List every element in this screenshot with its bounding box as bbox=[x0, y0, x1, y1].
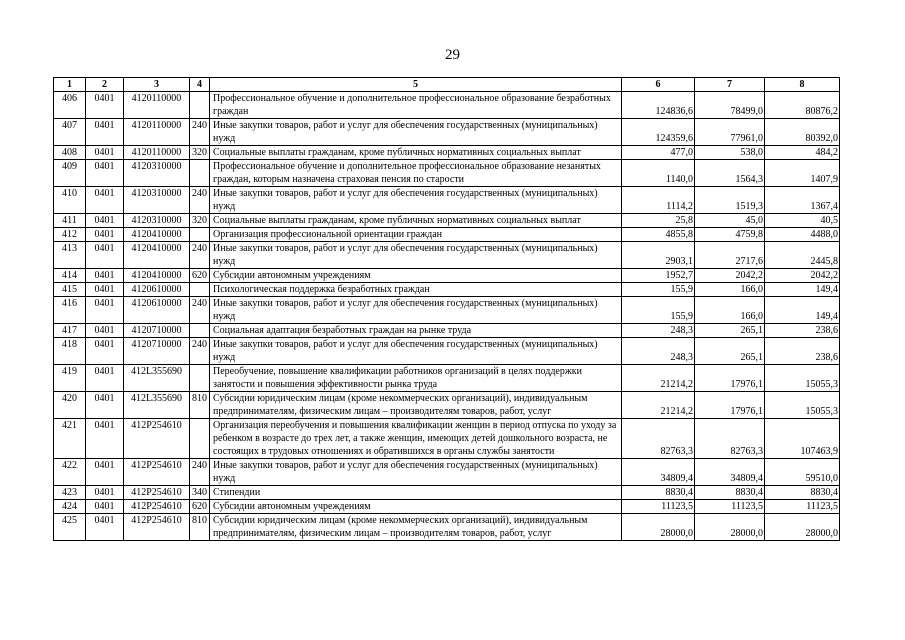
expense-type-code-cell: 240 bbox=[190, 187, 210, 214]
amount-col7-cell: 265,1 bbox=[695, 324, 765, 338]
target-article-code-cell: 4120410000 bbox=[124, 269, 190, 283]
row-number-cell: 419 bbox=[54, 365, 86, 392]
target-article-code-cell: 4120710000 bbox=[124, 324, 190, 338]
row-number-cell: 415 bbox=[54, 283, 86, 297]
page-number: 29 bbox=[445, 47, 460, 63]
amount-col6-cell: 124836,6 bbox=[622, 92, 695, 119]
section-code-cell: 0401 bbox=[86, 392, 124, 419]
target-article-code-cell: 4120610000 bbox=[124, 297, 190, 324]
amount-col7-cell: 28000,0 bbox=[695, 514, 765, 541]
section-code-cell: 0401 bbox=[86, 324, 124, 338]
row-number-cell: 410 bbox=[54, 187, 86, 214]
row-number-cell: 424 bbox=[54, 500, 86, 514]
target-article-code-cell: 412P254610 bbox=[124, 500, 190, 514]
item-name-cell: Психологическая поддержка безработных граждан bbox=[210, 283, 622, 297]
expense-type-code-cell: 240 bbox=[190, 338, 210, 365]
item-name-cell: Переобучение, повышение квалификации работников организаций в целях поддержки занятости и повышения эффективности рынка труда bbox=[210, 365, 622, 392]
amount-col7-cell: 78499,0 bbox=[695, 92, 765, 119]
amount-col6-cell: 248,3 bbox=[622, 338, 695, 365]
amount-col8-cell: 149,4 bbox=[765, 297, 840, 324]
section-code-cell: 0401 bbox=[86, 160, 124, 187]
amount-col7-cell: 77961,0 bbox=[695, 119, 765, 146]
item-name-cell: Иные закупки товаров, работ и услуг для обеспечения государственных (муниципальных) нужд bbox=[210, 459, 622, 486]
target-article-code-cell: 412L355690 bbox=[124, 365, 190, 392]
column-header-1: 1 bbox=[54, 78, 86, 92]
target-article-code-cell: 4120410000 bbox=[124, 228, 190, 242]
item-name-cell: Иные закупки товаров, работ и услуг для обеспечения государственных (муниципальных) нужд bbox=[210, 242, 622, 269]
expense-type-code-cell: 240 bbox=[190, 459, 210, 486]
item-name-cell: Субсидии автономным учреждениям bbox=[210, 269, 622, 283]
section-code-cell: 0401 bbox=[86, 242, 124, 269]
target-article-code-cell: 412P254610 bbox=[124, 486, 190, 500]
amount-col8-cell: 2445,8 bbox=[765, 242, 840, 269]
expense-type-code-cell: 320 bbox=[190, 146, 210, 160]
table-row bbox=[54, 283, 840, 297]
amount-col8-cell: 59510,0 bbox=[765, 459, 840, 486]
amount-col8-cell: 107463,9 bbox=[765, 419, 840, 459]
amount-col6-cell: 155,9 bbox=[622, 297, 695, 324]
column-header-7: 7 bbox=[695, 78, 765, 92]
expense-type-code-cell: 240 bbox=[190, 242, 210, 269]
amount-col7-cell: 166,0 bbox=[695, 297, 765, 324]
section-code-cell: 0401 bbox=[86, 283, 124, 297]
target-article-code-cell: 4120310000 bbox=[124, 160, 190, 187]
amount-col7-cell: 17976,1 bbox=[695, 365, 765, 392]
row-number-cell: 408 bbox=[54, 146, 86, 160]
budget-table bbox=[53, 77, 840, 541]
amount-col8-cell: 238,6 bbox=[765, 338, 840, 365]
expense-type-code-cell: 320 bbox=[190, 214, 210, 228]
target-article-code-cell: 4120410000 bbox=[124, 242, 190, 269]
target-article-code-cell: 412L355690 bbox=[124, 392, 190, 419]
amount-col7-cell: 166,0 bbox=[695, 283, 765, 297]
amount-col6-cell: 1114,2 bbox=[622, 187, 695, 214]
target-article-code-cell: 4120710000 bbox=[124, 338, 190, 365]
amount-col8-cell: 15055,3 bbox=[765, 392, 840, 419]
section-code-cell: 0401 bbox=[86, 338, 124, 365]
amount-col8-cell: 80876,2 bbox=[765, 92, 840, 119]
expense-type-code-cell: 810 bbox=[190, 514, 210, 541]
row-number-cell: 425 bbox=[54, 514, 86, 541]
item-name-cell: Стипендии bbox=[210, 486, 622, 500]
column-header-2: 2 bbox=[86, 78, 124, 92]
item-name-cell: Иные закупки товаров, работ и услуг для обеспечения государственных (муниципальных) нужд bbox=[210, 187, 622, 214]
amount-col8-cell: 11123,5 bbox=[765, 500, 840, 514]
table-body bbox=[54, 92, 840, 541]
table-row bbox=[54, 324, 840, 338]
target-article-code-cell: 4120310000 bbox=[124, 214, 190, 228]
expense-type-code-cell bbox=[190, 92, 210, 119]
expense-type-code-cell: 810 bbox=[190, 392, 210, 419]
amount-col7-cell: 45,0 bbox=[695, 214, 765, 228]
table-row bbox=[54, 92, 840, 119]
section-code-cell: 0401 bbox=[86, 365, 124, 392]
section-code-cell: 0401 bbox=[86, 486, 124, 500]
section-code-cell: 0401 bbox=[86, 419, 124, 459]
section-code-cell: 0401 bbox=[86, 92, 124, 119]
table-row bbox=[54, 242, 840, 269]
item-name-cell: Социальная адаптация безработных граждан на рынке труда bbox=[210, 324, 622, 338]
amount-col8-cell: 4488,0 bbox=[765, 228, 840, 242]
amount-col7-cell: 2042,2 bbox=[695, 269, 765, 283]
amount-col8-cell: 15055,3 bbox=[765, 365, 840, 392]
table-row bbox=[54, 514, 840, 541]
expense-type-code-cell bbox=[190, 228, 210, 242]
item-name-cell: Профессиональное обучение и дополнительное профессиональное образование незанятых граждан, которым назначена страховая пенсия по старости bbox=[210, 160, 622, 187]
amount-col8-cell: 80392,0 bbox=[765, 119, 840, 146]
amount-col7-cell: 82763,3 bbox=[695, 419, 765, 459]
amount-col6-cell: 1952,7 bbox=[622, 269, 695, 283]
amount-col6-cell: 21214,2 bbox=[622, 365, 695, 392]
amount-col8-cell: 1407,9 bbox=[765, 160, 840, 187]
target-article-code-cell: 4120110000 bbox=[124, 146, 190, 160]
amount-col6-cell: 82763,3 bbox=[622, 419, 695, 459]
section-code-cell: 0401 bbox=[86, 119, 124, 146]
expense-type-code-cell bbox=[190, 419, 210, 459]
item-name-cell: Организация профессиональной ориентации граждан bbox=[210, 228, 622, 242]
expense-type-code-cell: 240 bbox=[190, 119, 210, 146]
amount-col6-cell: 21214,2 bbox=[622, 392, 695, 419]
amount-col8-cell: 40,5 bbox=[765, 214, 840, 228]
row-number-cell: 422 bbox=[54, 459, 86, 486]
expense-type-code-cell: 620 bbox=[190, 500, 210, 514]
expense-type-code-cell: 340 bbox=[190, 486, 210, 500]
row-number-cell: 414 bbox=[54, 269, 86, 283]
table-row bbox=[54, 419, 840, 459]
table-row bbox=[54, 500, 840, 514]
table-row bbox=[54, 160, 840, 187]
amount-col6-cell: 11123,5 bbox=[622, 500, 695, 514]
table-row bbox=[54, 365, 840, 392]
amount-col7-cell: 11123,5 bbox=[695, 500, 765, 514]
table-row bbox=[54, 214, 840, 228]
target-article-code-cell: 4120610000 bbox=[124, 283, 190, 297]
amount-col8-cell: 149,4 bbox=[765, 283, 840, 297]
target-article-code-cell: 412P254610 bbox=[124, 459, 190, 486]
amount-col7-cell: 265,1 bbox=[695, 338, 765, 365]
amount-col7-cell: 1519,3 bbox=[695, 187, 765, 214]
row-number-cell: 409 bbox=[54, 160, 86, 187]
amount-col7-cell: 1564,3 bbox=[695, 160, 765, 187]
table-row bbox=[54, 187, 840, 214]
amount-col8-cell: 2042,2 bbox=[765, 269, 840, 283]
expense-type-code-cell: 620 bbox=[190, 269, 210, 283]
expense-type-code-cell bbox=[190, 283, 210, 297]
row-number-cell: 413 bbox=[54, 242, 86, 269]
expense-type-code-cell: 240 bbox=[190, 297, 210, 324]
amount-col6-cell: 25,8 bbox=[622, 214, 695, 228]
row-number-cell: 420 bbox=[54, 392, 86, 419]
section-code-cell: 0401 bbox=[86, 459, 124, 486]
amount-col7-cell: 4759,8 bbox=[695, 228, 765, 242]
row-number-cell: 423 bbox=[54, 486, 86, 500]
item-name-cell: Социальные выплаты гражданам, кроме публичных нормативных социальных выплат bbox=[210, 214, 622, 228]
amount-col8-cell: 238,6 bbox=[765, 324, 840, 338]
section-code-cell: 0401 bbox=[86, 500, 124, 514]
row-number-cell: 406 bbox=[54, 92, 86, 119]
amount-col6-cell: 4855,8 bbox=[622, 228, 695, 242]
amount-col6-cell: 8830,4 bbox=[622, 486, 695, 500]
row-number-cell: 407 bbox=[54, 119, 86, 146]
amount-col7-cell: 2717,6 bbox=[695, 242, 765, 269]
item-name-cell: Иные закупки товаров, работ и услуг для обеспечения государственных (муниципальных) нужд bbox=[210, 297, 622, 324]
amount-col6-cell: 1140,0 bbox=[622, 160, 695, 187]
section-code-cell: 0401 bbox=[86, 228, 124, 242]
column-header-4: 4 bbox=[190, 78, 210, 92]
amount-col6-cell: 248,3 bbox=[622, 324, 695, 338]
amount-col8-cell: 8830,4 bbox=[765, 486, 840, 500]
amount-col6-cell: 155,9 bbox=[622, 283, 695, 297]
row-number-cell: 417 bbox=[54, 324, 86, 338]
target-article-code-cell: 412P254610 bbox=[124, 514, 190, 541]
target-article-code-cell: 4120310000 bbox=[124, 187, 190, 214]
item-name-cell: Субсидии юридическим лицам (кроме некоммерческих организаций), индивидуальным предпринимателям, физическим лицам – производителям товаров, работ, услуг bbox=[210, 392, 622, 419]
amount-col6-cell: 2903,1 bbox=[622, 242, 695, 269]
table-row bbox=[54, 269, 840, 283]
amount-col8-cell: 1367,4 bbox=[765, 187, 840, 214]
section-code-cell: 0401 bbox=[86, 514, 124, 541]
item-name-cell: Организация переобучения и повышения квалификации женщин в период отпуска по уходу за ребенком в возрасте до трех лет, а также женщин, имеющих детей дошкольного возраста, не состоящих в трудовых отношениях и обратившихся в органы службы занятости bbox=[210, 419, 622, 459]
row-number-cell: 421 bbox=[54, 419, 86, 459]
row-number-cell: 411 bbox=[54, 214, 86, 228]
item-name-cell: Социальные выплаты гражданам, кроме публичных нормативных социальных выплат bbox=[210, 146, 622, 160]
section-code-cell: 0401 bbox=[86, 146, 124, 160]
amount-col8-cell: 28000,0 bbox=[765, 514, 840, 541]
table-row bbox=[54, 228, 840, 242]
section-code-cell: 0401 bbox=[86, 187, 124, 214]
item-name-cell: Субсидии автономным учреждениям bbox=[210, 500, 622, 514]
column-header-3: 3 bbox=[124, 78, 190, 92]
expense-type-code-cell bbox=[190, 365, 210, 392]
amount-col7-cell: 34809,4 bbox=[695, 459, 765, 486]
column-header-6: 6 bbox=[622, 78, 695, 92]
item-name-cell: Иные закупки товаров, работ и услуг для обеспечения государственных (муниципальных) нужд bbox=[210, 119, 622, 146]
column-header-8: 8 bbox=[765, 78, 840, 92]
table-row bbox=[54, 146, 840, 160]
item-name-cell: Профессиональное обучение и дополнительное профессиональное образование безработных граждан bbox=[210, 92, 622, 119]
amount-col6-cell: 124359,6 bbox=[622, 119, 695, 146]
amount-col6-cell: 477,0 bbox=[622, 146, 695, 160]
table-row bbox=[54, 297, 840, 324]
header-row bbox=[54, 78, 840, 92]
table-row bbox=[54, 392, 840, 419]
section-code-cell: 0401 bbox=[86, 269, 124, 283]
amount-col6-cell: 34809,4 bbox=[622, 459, 695, 486]
section-code-cell: 0401 bbox=[86, 297, 124, 324]
table-row bbox=[54, 486, 840, 500]
column-header-5: 5 bbox=[210, 78, 622, 92]
section-code-cell: 0401 bbox=[86, 214, 124, 228]
row-number-cell: 416 bbox=[54, 297, 86, 324]
amount-col6-cell: 28000,0 bbox=[622, 514, 695, 541]
table-header bbox=[54, 78, 840, 92]
amount-col8-cell: 484,2 bbox=[765, 146, 840, 160]
item-name-cell: Субсидии юридическим лицам (кроме некоммерческих организаций), индивидуальным предпринимателям, физическим лицам – производителям товаров, работ, услуг bbox=[210, 514, 622, 541]
expense-type-code-cell bbox=[190, 324, 210, 338]
target-article-code-cell: 4120110000 bbox=[124, 92, 190, 119]
item-name-cell: Иные закупки товаров, работ и услуг для обеспечения государственных (муниципальных) нужд bbox=[210, 338, 622, 365]
table-row bbox=[54, 459, 840, 486]
target-article-code-cell: 412P254610 bbox=[124, 419, 190, 459]
expense-type-code-cell bbox=[190, 160, 210, 187]
row-number-cell: 412 bbox=[54, 228, 86, 242]
amount-col7-cell: 538,0 bbox=[695, 146, 765, 160]
amount-col7-cell: 17976,1 bbox=[695, 392, 765, 419]
target-article-code-cell: 4120110000 bbox=[124, 119, 190, 146]
row-number-cell: 418 bbox=[54, 338, 86, 365]
amount-col7-cell: 8830,4 bbox=[695, 486, 765, 500]
table-row bbox=[54, 338, 840, 365]
table-row bbox=[54, 119, 840, 146]
